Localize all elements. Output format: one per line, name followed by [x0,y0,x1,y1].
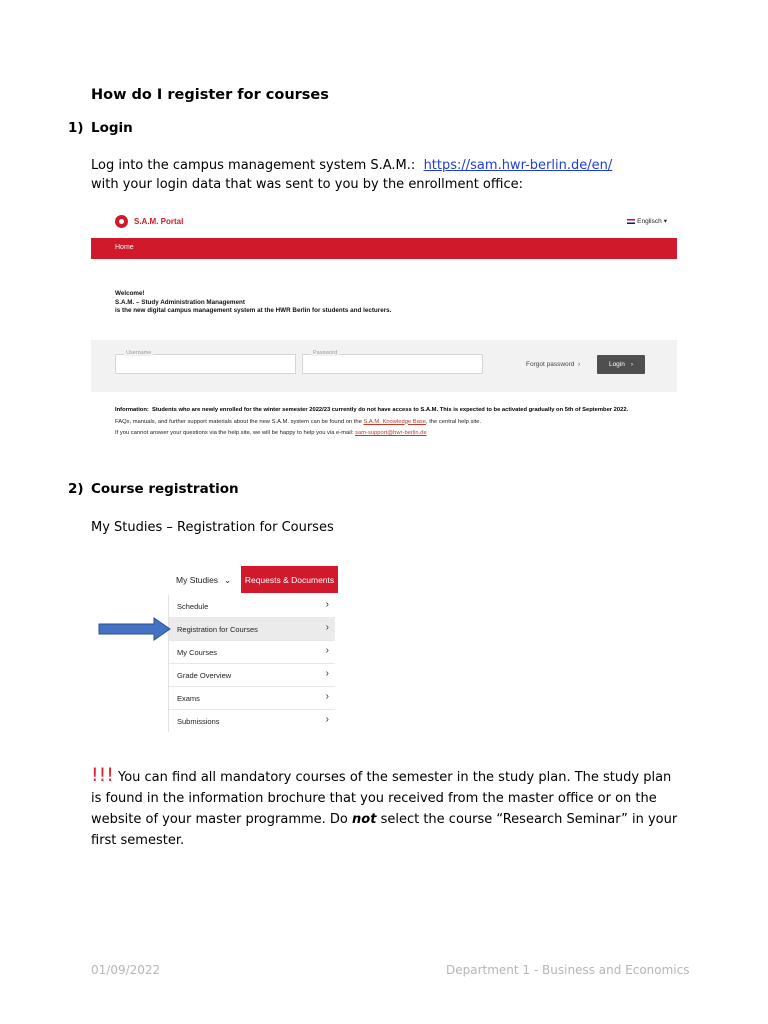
menu-list [168,595,335,732]
chevron-down-icon: ▾ [663,218,667,225]
sam-logo-text: S.A.M. Portal [134,217,184,226]
nav-home[interactable]: Home [115,244,134,251]
chevron-right-icon: › [630,361,634,368]
chevron-right-icon: › [325,714,329,725]
page-title: How do I register for courses [91,87,329,103]
requests-documents-tab[interactable]: Requests & Documents [241,566,338,593]
faq-paragraph [115,418,675,427]
mandatory-courses-note [91,765,681,851]
password-label: Password [313,350,338,356]
menu-item-schedule[interactable] [169,595,335,618]
chevron-down-icon: ⌄ [224,575,232,585]
note-emphasis: not [352,812,377,827]
warning-marks: !!! [91,764,114,786]
pointer-arrow-icon [98,617,172,641]
info-label: Information: [115,407,149,413]
menu-item-submissions[interactable] [169,710,335,732]
note-text: You can find all mandatory courses of the semester in the study plan. The study plan is found in the information brochure that you received from the master office or on the website of your master programme. Do [91,770,672,827]
forgot-password-label: Forgot password [526,361,575,368]
navigation-path: My Studies – Registration for Courses [91,520,334,535]
my-studies-menu-screenshot [168,566,338,728]
language-selector[interactable] [627,217,667,225]
menu-item-label: Registration for Courses [177,625,258,634]
chevron-right-icon: › [325,645,329,656]
info-block [115,406,675,438]
section-number: 1) [68,120,84,136]
support-paragraph [115,429,675,438]
menu-item-my-courses[interactable] [169,641,335,664]
welcome-line3: is the new digital campus management system at the HWR Berlin for students and lecturers. [115,307,392,314]
support-email-link[interactable]: sam-support@hwr-berlin.de [355,430,427,436]
section-heading-course-registration [68,481,239,497]
knowledge-base-link[interactable]: S.A.M. Knowledge Base [363,418,426,425]
username-field[interactable] [115,350,296,374]
menu-item-grade-overview[interactable] [169,664,335,687]
login-box [91,340,677,392]
login-button[interactable] [597,355,645,374]
welcome-heading: Welcome! [115,290,145,297]
faq-text-end: , the central help site. [425,418,482,425]
forgot-password-link[interactable] [526,361,580,368]
my-studies-dropdown[interactable] [176,575,231,586]
menu-item-label: My Courses [177,648,218,657]
menu-item-exams[interactable] [169,687,335,710]
footer-date: 01/09/2022 [91,963,161,977]
menu-top-bar [168,566,338,593]
menu-item-registration-for-courses[interactable] [169,618,335,641]
sam-logo-icon [115,215,128,228]
welcome-text [115,290,391,316]
info-paragraph [115,406,675,415]
sam-link[interactable]: https://sam.hwr-berlin.de/en/ [423,158,613,173]
language-label: Englisch [637,217,662,225]
login-button-label: Login [608,361,625,368]
section-title: Login [91,120,133,136]
chevron-right-icon: › [325,599,329,610]
chevron-right-icon: › [325,668,329,679]
sam-logo[interactable] [115,215,183,228]
login-instructions-line1: Log into the campus management system S.A.M.: [91,158,416,173]
uk-flag-icon [627,219,635,224]
info-text: Students who are newly enrolled for the winter semester 2022/23 currently do not have access to S.A.M. This is expected to be activated gradually on 5th of September 2022. [152,407,629,413]
section-title: Course registration [91,481,239,497]
sam-nav-bar [91,238,677,259]
login-instructions-line2: with your login data that was sent to you by the enrollment office: [91,177,523,192]
section-heading-login [68,120,133,136]
chevron-right-icon: › [325,622,329,633]
username-label: Username [126,350,152,356]
chevron-right-icon: › [325,691,329,702]
menu-item-label: Schedule [177,602,209,611]
footer-department: Department 1 - Business and Economics [446,963,690,977]
menu-item-label: Exams [177,694,200,703]
sam-portal-screenshot [91,208,677,460]
support-text: If you cannot answer your questions via the help site, we will be happy to help you via e-mail: [115,430,354,436]
password-field[interactable] [302,350,483,374]
menu-item-label: Submissions [177,717,220,726]
welcome-line2: S.A.M. – Study Administration Management [115,298,245,306]
login-instructions [91,156,612,194]
faq-text: FAQs, manuals, and further support materials about the new S.A.M. system can be found on the [115,418,362,425]
menu-item-label: Grade Overview [177,671,232,680]
note-text-end: select the course “Research Seminar” in your first semester. [91,812,678,848]
section-number: 2) [68,481,84,497]
my-studies-label: My Studies [176,575,219,585]
chevron-right-icon: › [578,361,581,368]
